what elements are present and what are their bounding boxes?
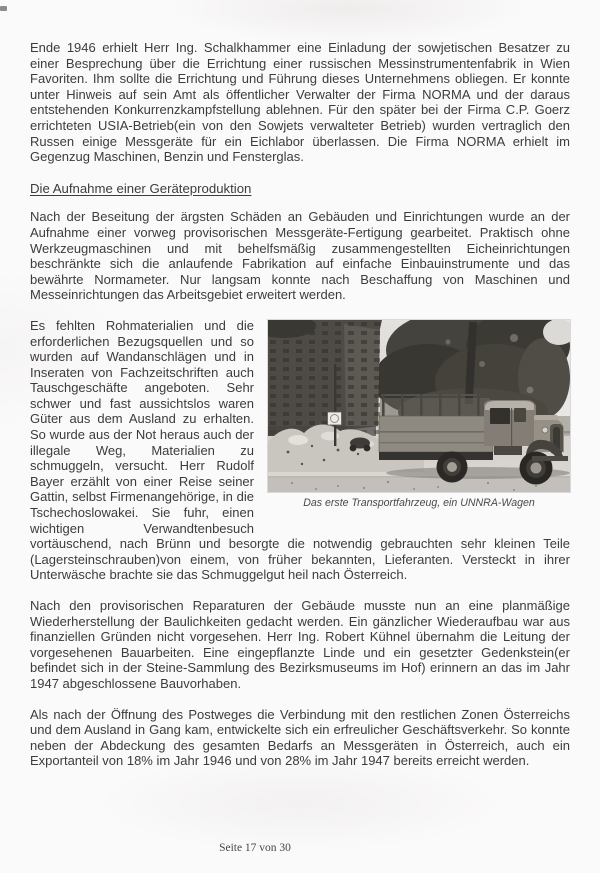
photo-figure bbox=[268, 320, 570, 510]
photo-building bbox=[268, 320, 382, 438]
page-number: Seite 17 von 30 bbox=[219, 842, 291, 855]
paragraph-1: Ende 1946 erhielt Herr Ing. Schalkhammer eine Einladung der sowjetischen Besatzer zu einer Besprechung über die Errichtung einer russischen Messinstrumentenfabrik in Wien Favoriten. Ihm sollte die Errichtung und Führung dieses Unternehmens obliegen. Er konnte unter Hinweis auf sein Amt als öffentlicher Verwalter der Firma NORMA und der daraus entstehenden Konkurrenzkampfstellung ablehnen. Für den später bei der Firma C.P. Goerz errichteten USIA-Betrieb(ein von den Sowjets verwalteter Betrieb) wurden vertraglich den Russen einige Messgeräte für ein Eichlabor überlassen. Die Firma NORMA erhielt im Gegenzug Maschinen, Benzin und Fensterglas. bbox=[30, 40, 570, 165]
paragraph-2: Nach der Beseitung der ärgsten Schäden an Gebäuden und Einrichtungen wurde an der Aufnahme einer vorweg provisorischen Messgeräte-Fertigung gearbeitet. Praktisch ohne Werkzeugmaschinen und mit behelfsmäßig zusammengestellten Eicheinrichtungen beschränkte sich die anlaufende Fabrikation auf einfache Einbauinstrumente und das bewährte Normameter. Nur langsam konnte nach Beschaffung von Maschinen und Messeinrichtungen das Arbeitsgebiet erweitert werden. bbox=[30, 209, 570, 303]
paragraph-5: Als nach der Öffnung des Postweges die Verbindung mit den restlichen Zonen Österreichs und dem Ausland in Gang kam, entwickelte sich ein erfreulicher Geschäftsverkehr. So konnte neben der Abdeckung des gesamten Bedarfs an Messgeräten in Österreich, auch ein Exportanteil von 18% im Jahr 1946 und von 28% im Jahr 1947 bereits erreicht werden. bbox=[30, 706, 570, 769]
paragraph-3: Es fehlten Rohmaterialien und die erforderlichen Bezugsquellen und so wurden auf Wandanschlägen und in Inseraten von Fachzeitschriften auch Tauschgeschäfte angeboten. Sehr schwer und fast aussichtslos waren Güter aus dem Ausland zu erhalten. So wurde aus der Not heraus auch der illegale Weg, Materialien zu schmuggeln, versucht. Herr Rudolf Bayer erzählt von einer Reise seiner Gattin, selbst Firmenangehörige, in die Tschechoslowakei. Sie fuhr, einen wichtigen Verwandtenbesuch vortäuschend, nach Brünn und besorgte die notwendig gebrauchten sehr kleinen Teile (Lagersteinschrauben)von einem, von früher bekannten, Lieferanten. Versteckt in ihrer Unterwäsche brachte sie das Schmuggelgut heil nach Österreich. bbox=[30, 317, 570, 583]
truck-photo bbox=[268, 320, 570, 492]
paragraph-3-block bbox=[30, 318, 570, 583]
scan-artifact bbox=[0, 6, 7, 11]
photo-caption: Das erste Transportfahrzeug, ein UNNRA-Wagen bbox=[303, 496, 535, 509]
section-heading: Die Aufnahme einer Geräteproduktion bbox=[30, 180, 252, 196]
paragraph-4: Nach den provisorischen Reparaturen der Gebäude musste nun an eine planmäßige Wiederherstellung der Baulichkeiten gedacht werden. Ein gänzlicher Wiederaufbau war aus finanziellen Gründen nicht vorgesehen. Herr Ing. Robert Kühnel übernahm die Leitung der vorgesehenen Bauarbeiten. Eine eingepflanzte Linde und ein gesetzter Gedenkstein(er befindet sich in der Steine-Sammlung des Bezirksmuseums im Hof) erinnern an das im Jahr 1947 abgeschlossene Bauvorhaben. bbox=[30, 598, 570, 691]
